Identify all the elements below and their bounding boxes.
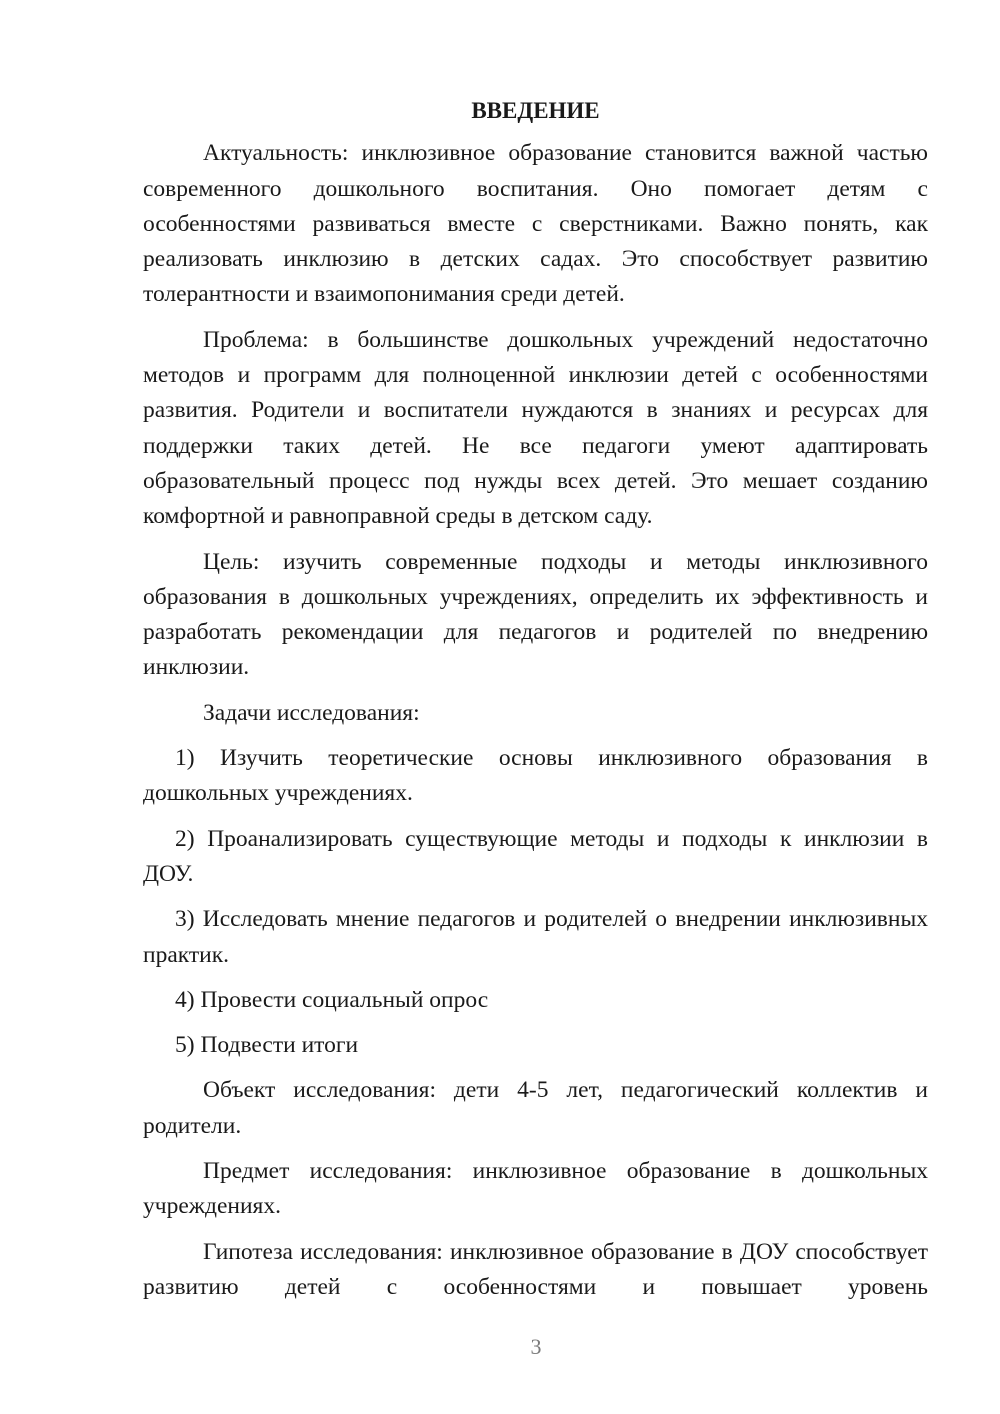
relevance-paragraph: Актуальность: инклюзивное образование становится важной частью современного дошкольного воспитания. Оно помогает детям с особенностями развиваться вместе с сверстниками. Важно понять, как реализовать инклюзию в детских садах. Это способствует развитию толерантности и взаимопонимания среди детей. xyxy=(143,140,928,308)
task-item-3: 3) Исследовать мнение педагогов и родителей о внедрении инклюзивных практик. xyxy=(143,906,928,968)
object-paragraph: Объект исследования: дети 4-5 лет, педагогический коллектив и родители. xyxy=(143,1077,928,1139)
hypothesis-paragraph: Гипотеза исследования: инклюзивное образование в ДОУ способствует развитию детей с особенностями и повышает уровень xyxy=(143,1238,928,1300)
task-item-1: 1) Изучить теоретические основы инклюзивного образования в дошкольных учреждениях. xyxy=(143,745,928,807)
task-item-4: 4) Провести социальный опрос xyxy=(175,986,489,1013)
task-item-2: 2) Проанализировать существующие методы и подходы к инклюзии в ДОУ. xyxy=(143,825,928,887)
page-content xyxy=(143,93,928,1305)
tasks-title: Задачи исследования: xyxy=(203,699,420,726)
problem-paragraph: Проблема: в большинстве дошкольных учреждений недостаточно методов и программ для полноценной инклюзии детей с особенностями развития. Родители и воспитатели нуждаются в знаниях и ресурсах для поддержки таких детей. Не все педагоги умеют адаптировать образовательный процесс под нужды всех детей. Это мешает созданию комфортной и равноправной среды в детском саду. xyxy=(143,326,928,530)
subject-paragraph: Предмет исследования: инклюзивное образование в дошкольных учреждениях. xyxy=(143,1158,928,1220)
page-number: 3 xyxy=(530,1334,542,1359)
goal-paragraph: Цель: изучить современные подходы и методы инклюзивного образования в дошкольных учреждениях, определить их эффективность и разработать рекомендации для педагогов и родителей по внедрению инклюзии. xyxy=(143,548,928,681)
section-heading: ВВЕДЕНИЕ xyxy=(471,98,600,123)
task-item-5: 5) Подвести итоги xyxy=(175,1032,359,1059)
